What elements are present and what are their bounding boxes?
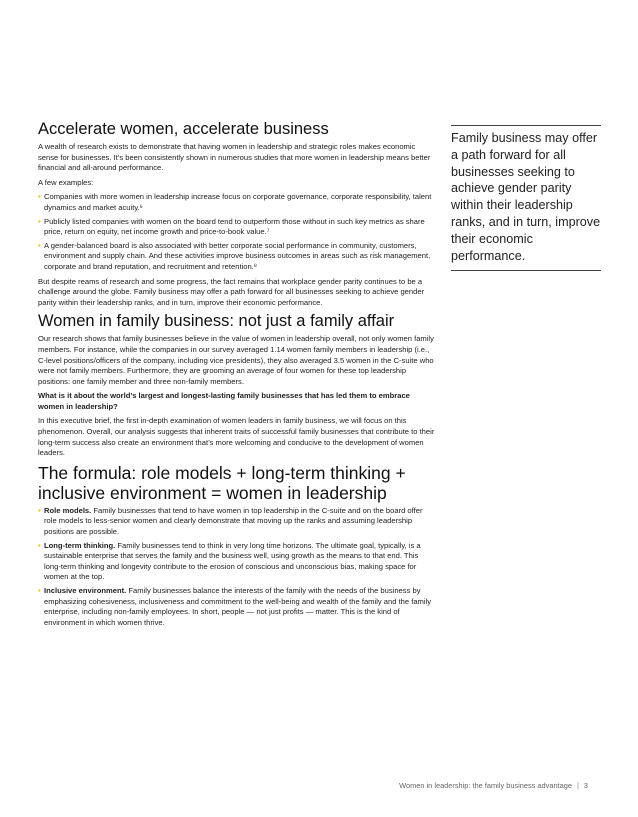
research-paragraph: Our research shows that family businesses believe in the value of women in leadership overall, not only women family members. For instance, while the companies in our survey averaged 1.14 women family members in leadership (i.e., C-level positions/officers of the company, including vice presidents), they also averaged 3.5 women in the C-suite who were not family members. Furthermore, they are grooming an average of four women for these top leadership positions: one family member and three non-family members. <box>38 334 434 386</box>
list-item: • Long-term thinking. Family businesses tend to think in very long time horizons. The ultimate goal, typically, is a sustainable enterprise that serves the family and the business well, using growth as the means to that end. This long-term thinking and longevity contribute to the erosion of conscious and unconscious bias, making space for women at the top. <box>38 540 421 582</box>
bullet-icon: • <box>38 216 41 226</box>
section-heading-family-affair: Women in family business: not just a family affair <box>38 312 395 331</box>
list-item: • Role models. Family businesses that tend to have women in top leadership in the C-suite and on the board offer role models to less-senior women and clearly demonstrate that moving up the ranks and assuming leadership positions are possible. <box>38 505 423 537</box>
key-question: What is it about the world’s largest and longest-lasting family businesses that has led them to embrace women in leadership? <box>38 391 410 411</box>
footer-title: Women in leadership: the family business advantage <box>399 781 572 790</box>
page-footer <box>399 781 588 790</box>
bullet-icon: • <box>38 192 41 202</box>
bullet-icon: • <box>38 586 41 595</box>
page-number: 3 <box>583 781 588 790</box>
closing-paragraph: But despite reams of research and some progress, the fact remains that workplace gender parity continues to be a challenge around the globe. Family business may offer a path forward for all businesses seeking to achieve gender parity within their leadership ranks, and in turn, improve their economic performance. <box>38 276 425 307</box>
formula-heading-line2: inclusive environment = women in leadership <box>38 482 387 503</box>
bullet-icon: • <box>38 540 41 550</box>
pull-quote-text: Family business may offer a path forward for all businesses seeking to achieve gender parity within their leadership ranks, and in turn, improve their economic performance. <box>451 131 601 263</box>
section-heading-formula <box>38 463 436 503</box>
pull-quote <box>451 125 601 271</box>
intro-paragraph: A wealth of research exists to demonstrate that having women in leadership and strategic roles makes economic sense for businesses. It’s been consistently shown in numerous studies that more women in leadership means better financial and all-around performance. <box>38 142 431 173</box>
list-item: • Publicly listed companies with women on the board tend to outperform those without in such key metrics as share price, return on equity, net income growth and price-to-book value.⁷ <box>38 216 425 237</box>
section-heading-accelerate: Accelerate women, accelerate business <box>38 120 329 138</box>
examples-list <box>38 192 436 272</box>
bullet-icon: • <box>38 240 41 250</box>
formula-list <box>38 506 436 629</box>
footer-separator: | <box>576 781 579 790</box>
list-item: • A gender-balanced board is also associated with better corporate social performance in community, customers, environment and supply chain. And these activities improve business outcomes in areas such as risk management, corporate and brand reputation, and recruitment and retention.⁸ <box>38 240 431 271</box>
main-column <box>38 120 436 632</box>
examples-label: A few examples: <box>38 177 94 187</box>
list-item: • Companies with more women in leadership increase focus on corporate governance, corporate responsibility, talent dynamics and market acuity.⁶ <box>38 192 432 212</box>
brief-paragraph: In this executive brief, the first in-depth examination of women leaders in family business, we will focus on this phenomenon. Overall, our analysis suggests that inherent traits of successful family businesses that contribute to their long-term success also create an environment that’s more welcoming and conducive to the development of women leaders. <box>38 416 435 458</box>
list-item: • Inclusive environment. Family businesses balance the interests of the family with the needs of the business by emphasizing cohesiveness, inclusiveness and commitment to the well-being and wealth of the family and the family enterprise, including non-family employees. In short, people — not just profits — matter. This is the kind of environment in which women thrive. <box>38 586 432 627</box>
bullet-icon: • <box>38 505 41 515</box>
formula-heading-line1: The formula: role models + long-term thinking + <box>38 462 406 483</box>
